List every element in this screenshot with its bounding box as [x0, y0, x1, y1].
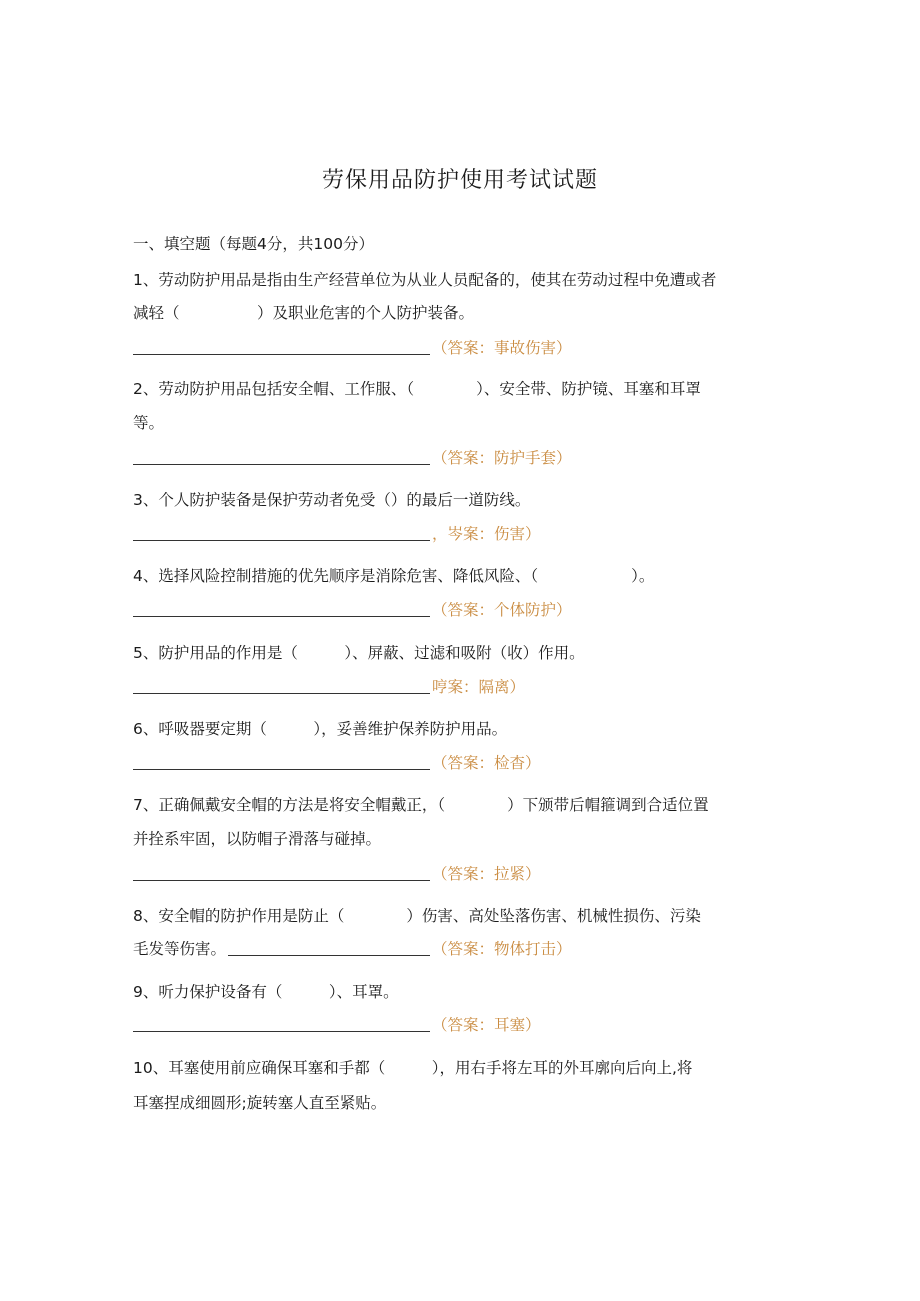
- q9-line1: 9、听力保护设备有（ ）、耳罩。: [133, 983, 399, 1001]
- q6-answer-blank[interactable]: [133, 769, 430, 770]
- q7-answer: （答案：拉紧）: [432, 865, 541, 883]
- q1-line2: 减轻（ ）及职业危害的个人防护装备。: [133, 304, 475, 322]
- q8-answer: （答案：物体打击）: [432, 940, 572, 958]
- q7-line1: 7、正确佩戴安全帽的方法是将安全帽戴正，（ ）下颁带后帽箍调到合适位置: [133, 796, 709, 814]
- q7-answer-blank[interactable]: [133, 880, 430, 881]
- q10-line2: 耳塞捏成细圆形;旋转塞人直至紧贴。: [133, 1094, 387, 1112]
- q10-line1: 10、耳塞使用前应确保耳塞和手都（ ），用右手将左耳的外耳廓向后向上,将: [133, 1059, 693, 1077]
- q6-line1: 6、呼吸器要定期（ ），妥善维护保养防护用品。: [133, 720, 508, 738]
- q9-answer-blank[interactable]: [133, 1031, 430, 1032]
- q3-answer: ，岑案：伤害）: [432, 525, 541, 543]
- q7-line2: 并拴系牢固，以防帽子滑落与碰掉。: [133, 830, 382, 848]
- q5-answer-blank[interactable]: [133, 693, 430, 694]
- section-heading: 一、填空题（每题4分，共100分）: [133, 235, 374, 253]
- q4-answer: （答案：个体防护）: [432, 601, 572, 619]
- q3-answer-blank[interactable]: [133, 540, 430, 541]
- q6-answer: （答案：检杳）: [432, 754, 541, 772]
- q8-answer-blank[interactable]: [228, 955, 430, 956]
- q2-line2: 等。: [133, 414, 165, 432]
- page-title: 劳保用品防护使用考试试题: [321, 168, 598, 193]
- q4-line1: 4、选择风险控制措施的优先顺序是消除危害、降低风险、（ ）。: [133, 567, 655, 585]
- q2-line1: 2、劳动防护用品包括安全帽、工作服、（ ）、安全带、防护镜、耳塞和耳罩: [133, 380, 701, 398]
- q5-line1: 5、防护用品的作用是（ ）、屏蔽、过滤和吸附（收）作用。: [133, 644, 585, 662]
- q4-answer-blank[interactable]: [133, 616, 430, 617]
- q2-answer-blank[interactable]: [133, 464, 430, 465]
- q1-answer: （答案：事故伤害）: [432, 339, 572, 357]
- q1-answer-blank[interactable]: [133, 354, 430, 355]
- q5-answer: 哼案：隔离）: [432, 678, 526, 696]
- q8-line2: 毛发等伤害。: [133, 940, 227, 958]
- q2-answer: （答案：防护手套）: [432, 449, 572, 467]
- q8-line1: 8、安全帽的防护作用是防止（ ）伤害、高处坠落伤害、机械性损伤、污染: [133, 907, 701, 925]
- q3-line1: 3、个人防护装备是保护劳动者免受（）的最后一道防线。: [133, 491, 531, 509]
- q9-answer: （答案：耳塞）: [432, 1016, 541, 1034]
- q1-line1: 1、劳动防护用品是指由生产经营单位为从业人员配备的，使其在劳动过程中免遭或者: [133, 271, 717, 289]
